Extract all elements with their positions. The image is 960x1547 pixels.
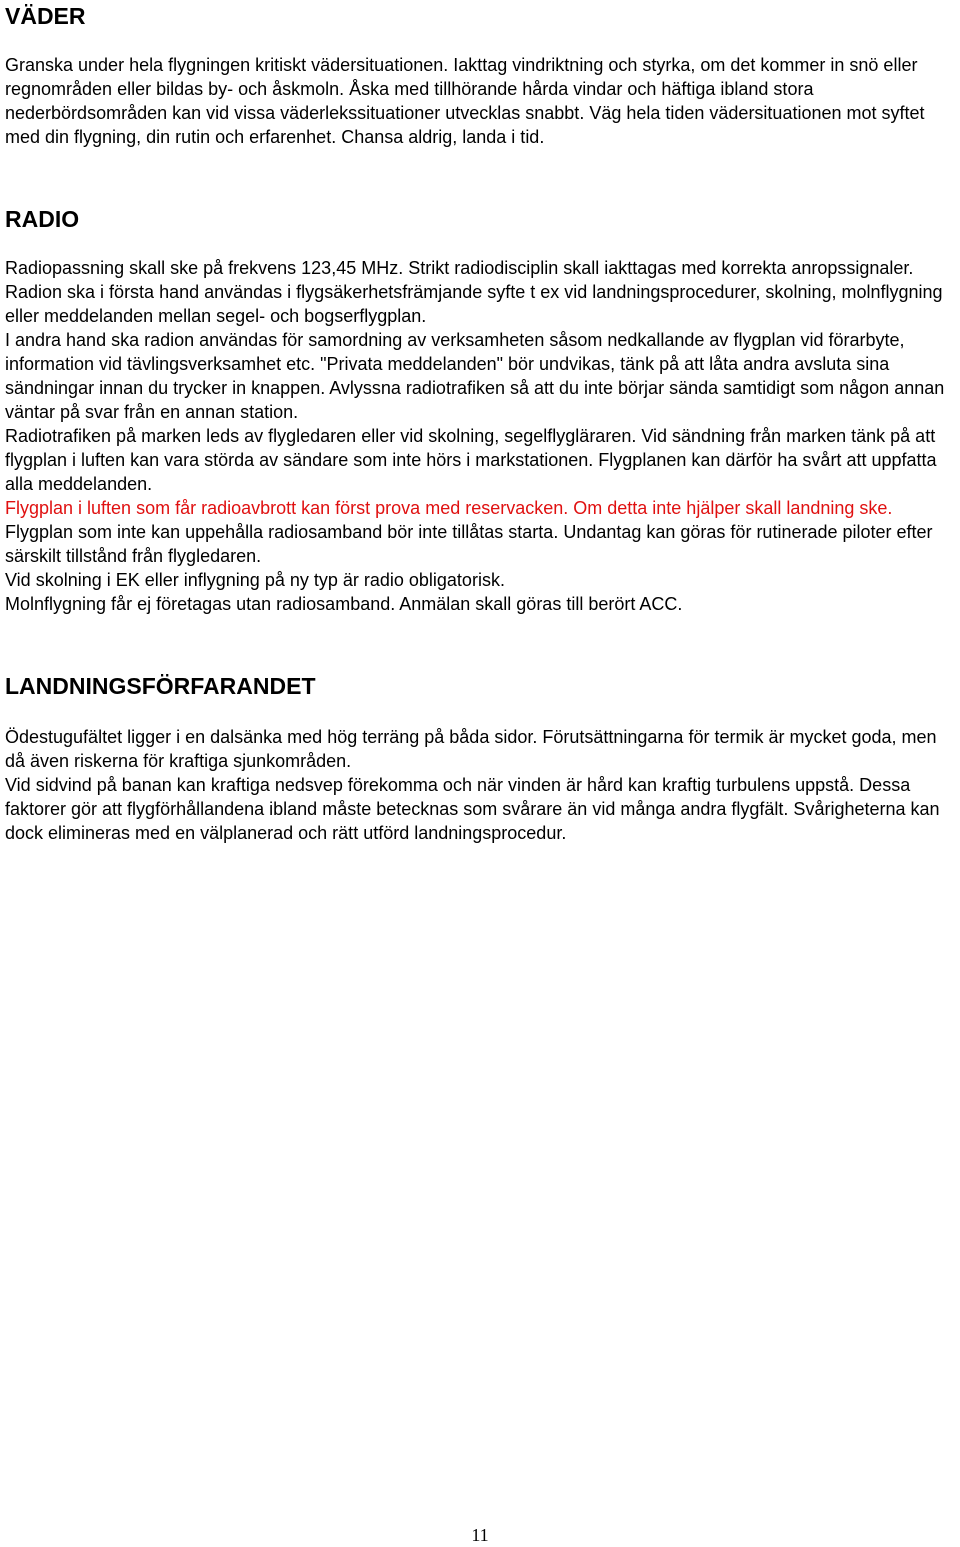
paragraph-radio-5: Flygplan som inte kan uppehålla radiosamband bör inte tillåtas starta. Undantag kan göras för rutinerade piloter efter särskilt tillstånd från flygledaren. [5,522,933,566]
page-number: 11 [471,1525,489,1545]
paragraph-radio-7: Molnflygning får ej företagas utan radiosamband. Anmälan skall göras till berört ACC. [5,594,683,614]
paragraph-landning-2: Vid sidvind på banan kan kraftiga nedsvep förekomma och när vinden är hård kan kraftig turbulens uppstå. Dessa faktorer gör att flygförhållandena ibland måste betecknas som svårare än vid många andra flygfält. Svårigheterna kan dock elimineras med en välplanerad och rätt utförd landningsprocedur. [5,775,940,843]
paragraph-radio-1: Radiopassning skall ske på frekvens 123,45 MHz. Strikt radiodisciplin skall iakttagas med korrekta anropssignaler. Radion ska i första hand användas i flygsäkerhetsfrämjande syfte t ex vid landningsprocedurer, skolning, molnflygning eller meddelanden mellan segel- och bogserflygplan. [5,258,943,326]
page-content [5,0,955,845]
paragraph-radio-2: I andra hand ska radion användas för samordning av verksamheten såsom nedkallande av flygplan vid förarbyte, information vid tävlingsverksamhet etc. "Privata meddelanden" bör undvikas, tänk på att låta andra avsluta sina sändningar innan du trycker in knappen. Avlyssna radiotrafiken så att du inte börjar sända samtidigt som någon annan väntar på svar från en annan station. [5,330,945,422]
paragraph-radio-6: Vid skolning i EK eller inflygning på ny typ är radio obligatorisk. [5,570,505,590]
paragraph-radio-warning: Flygplan i luften som får radioavbrott kan först prova med reservacken. Om detta inte hjälper skall landning ske. [5,498,893,518]
heading-landningsforfarandet: LANDNINGSFÖRFARANDET [5,673,316,699]
paragraph-landning-1: Ödestugufältet ligger i en dalsänka med hög terräng på båda sidor. Förutsättningarna för termik är mycket goda, men då även riskerna för kraftiga sjunkområden. [5,727,937,771]
heading-radio: RADIO [5,206,80,232]
heading-vader: VÄDER [5,3,86,29]
paragraph-radio-3: Radiotrafiken på marken leds av flygledaren eller vid skolning, segelflygläraren. Vid sändning från marken tänk på att flygplan i luften kan vara störda av sändare som inte hörs i markstationen. Flygplanen kan därför ha svårt att uppfatta alla meddelanden. [5,426,937,494]
paragraph-vader-1: Granska under hela flygningen kritiskt vädersituationen. Iakttag vindriktning och styrka, om det kommer in snö eller regnområden eller bildas by- och åskmoln. Åska med tillhörande hårda vindar och häftiga ibland stora nederbördsområden kan vid vissa väderlekssituationer utvecklas snabbt. Väg hela tiden vädersituationen mot syftet med din flygning, din rutin och erfarenhet. Chansa aldrig, landa i tid. [5,55,925,147]
